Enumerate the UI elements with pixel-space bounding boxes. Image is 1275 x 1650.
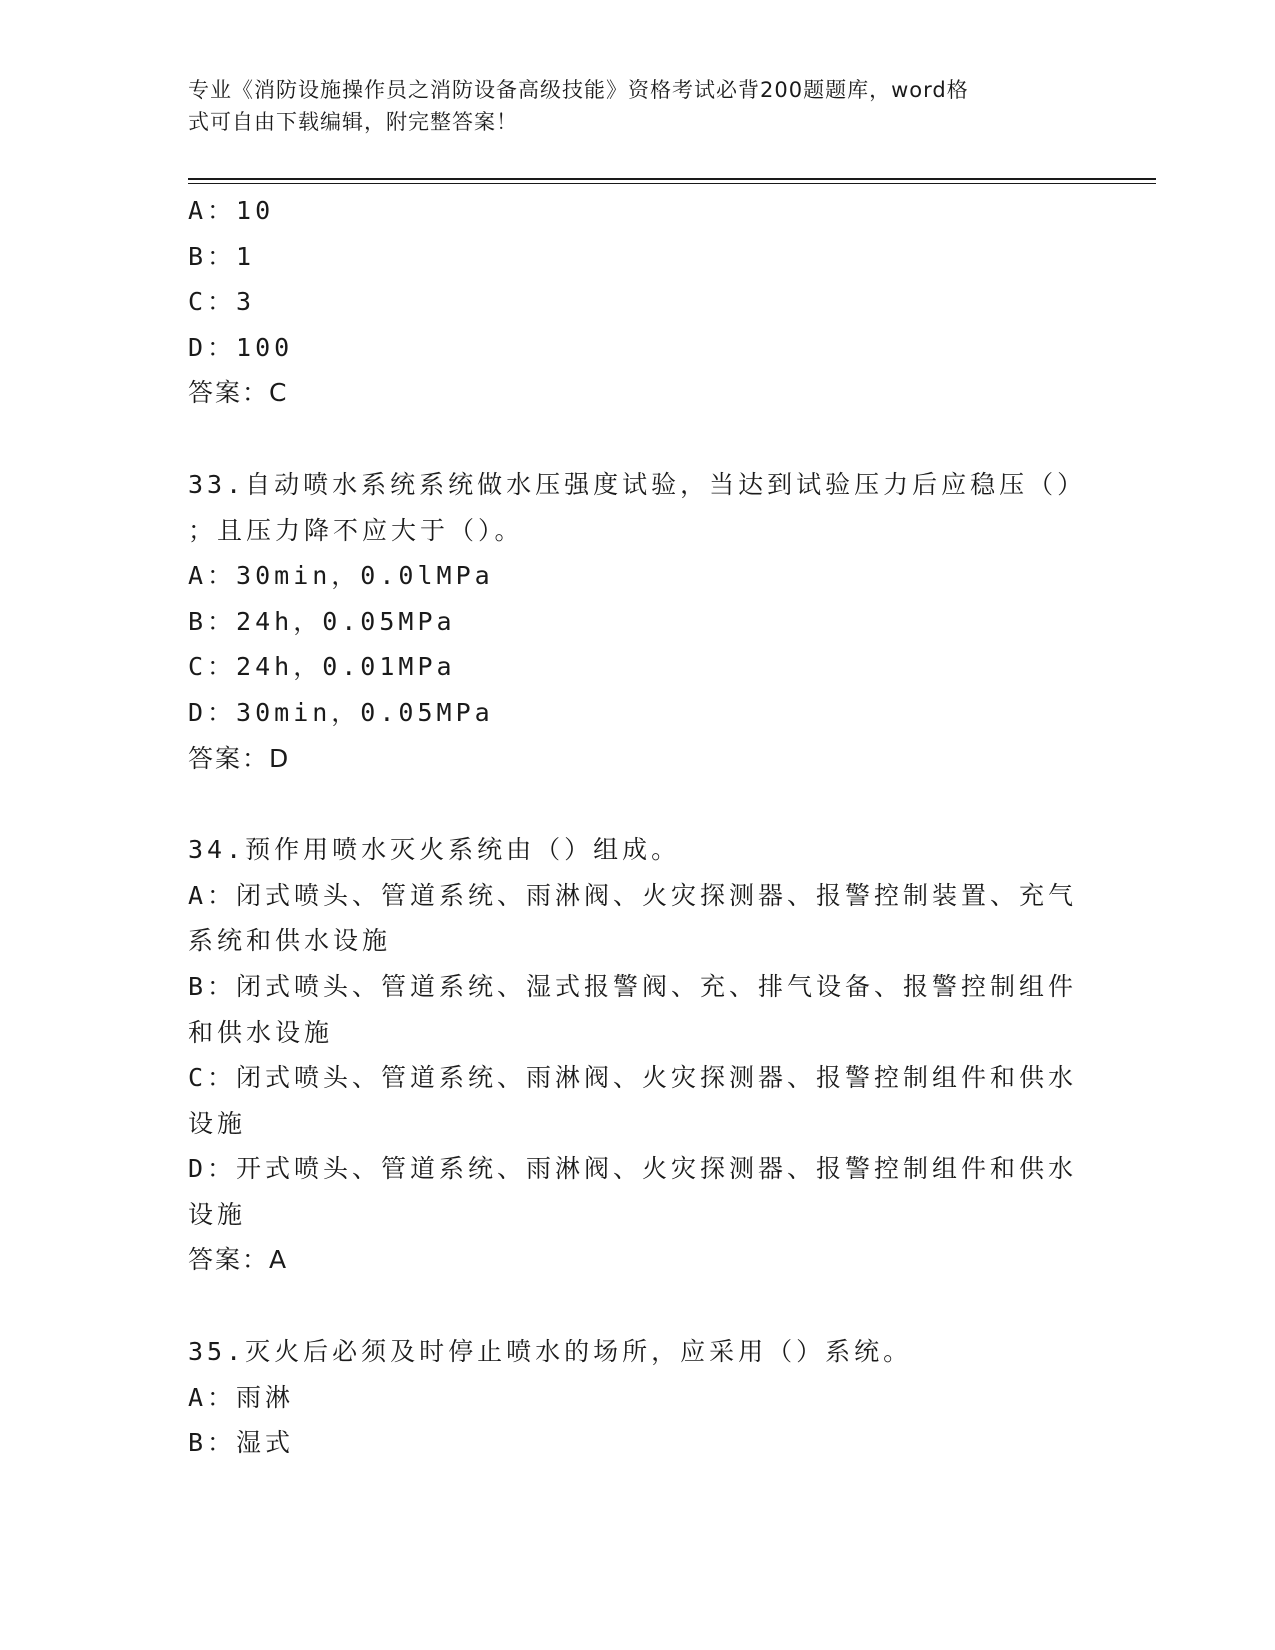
answer-line: 答案：D: [188, 743, 291, 773]
spacer: [188, 781, 1088, 827]
option-a: A：10: [188, 196, 275, 225]
answer-line: 答案：A: [188, 1245, 289, 1275]
question-33: [188, 462, 1088, 781]
option-c: C：闭式喷头、管道系统、雨淋阀、火灾探测器、报警控制组件和供水: [188, 1063, 1078, 1093]
option-a: A：闭式喷头、管道系统、雨淋阀、火灾探测器、报警控制装置、充气: [188, 880, 1078, 910]
option-b: B：24h，0.05MPa: [188, 606, 456, 636]
option-b-continued: 和供水设施: [188, 1017, 334, 1047]
question-stem: 34.预作用喷水灭火系统由（）组成。: [188, 835, 681, 865]
document-header: [188, 74, 1068, 138]
header-line-1: 专业《消防设施操作员之消防设备高级技能》资格考试必背200题题库，word格: [188, 78, 969, 102]
option-b: B：湿式: [188, 1428, 295, 1458]
question-stem: 33.自动喷水系统系统做水压强度试验，当达到试验压力后应稳压（）: [188, 469, 1087, 499]
header-divider-thin: [188, 183, 1156, 184]
option-b: B：1: [188, 241, 256, 271]
option-c: C：24h，0.01MPa: [188, 652, 456, 682]
option-d: D：100: [188, 332, 294, 362]
question-stem-continued: ；且压力降不应大于（）。: [188, 515, 524, 545]
spacer: [188, 1283, 1088, 1329]
question-35: [188, 1329, 1088, 1466]
header-divider-thick: [188, 178, 1156, 180]
header-line-2: 式可自由下载编辑，附完整答案！: [188, 110, 518, 134]
answer-line: 答案：C: [188, 378, 289, 408]
option-a: A：雨淋: [188, 1382, 295, 1412]
option-c: C：3: [188, 287, 256, 317]
question-32: [188, 188, 1088, 416]
option-d: D：30min，0.05MPa: [188, 697, 494, 727]
question-list: [188, 188, 1088, 1466]
option-a: A：30min，0.0lMPa: [188, 561, 494, 591]
option-d-continued: 设施: [188, 1199, 247, 1229]
option-b: B：闭式喷头、管道系统、湿式报警阀、充、排气设备、报警控制组件: [188, 971, 1078, 1001]
question-34: [188, 827, 1088, 1283]
spacer: [188, 416, 1088, 462]
option-a-continued: 系统和供水设施: [188, 926, 392, 956]
question-stem: 35.灭火后必须及时停止喷水的场所，应采用（）系统。: [188, 1337, 913, 1367]
option-c-continued: 设施: [188, 1108, 247, 1138]
option-d: D：开式喷头、管道系统、雨淋阀、火灾探测器、报警控制组件和供水: [188, 1154, 1078, 1184]
